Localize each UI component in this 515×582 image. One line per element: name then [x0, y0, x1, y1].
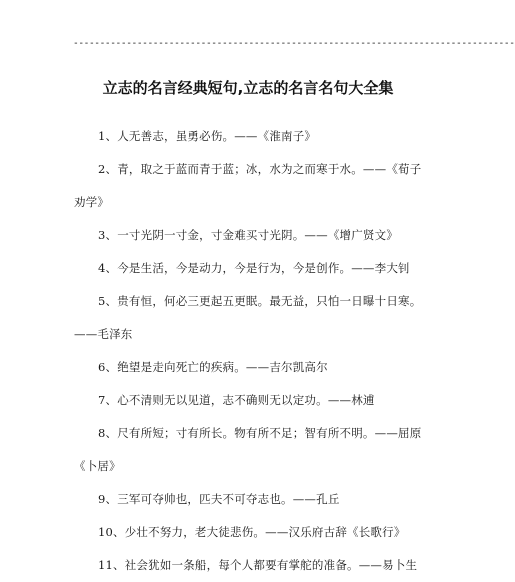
quote-paragraph: 8、尺有所短；寸有所长。物有所不足；智有所不明。——屈原《卜居》 — [74, 426, 422, 473]
quote-paragraph: 7、心不清则无以见道，志不确则无以定功。——林逋 — [98, 393, 375, 407]
quote-list — [74, 120, 426, 582]
document-title: 立志的名言经典短句,立志的名言名句大全集 — [102, 79, 394, 97]
quote-paragraph: 9、三军可夺帅也，匹夫不可夺志也。——孔丘 — [98, 492, 340, 506]
quote-paragraph: 1、人无善志，虽勇必伤。——《淮南子》 — [98, 129, 317, 143]
quote-paragraph: 3、一寸光阴一寸金，寸金难买寸光阴。——《增广贤文》 — [98, 228, 399, 242]
quote-paragraph: 10、少壮不努力，老大徒悲伤。——汉乐府古辞《长歌行》 — [98, 525, 406, 539]
quote-paragraph: 5、贵有恒，何必三更起五更眠。最无益，只怕一日曝十日寒。——毛泽东 — [74, 294, 422, 341]
quote-paragraph: 4、今是生活，今是动力，今是行为，今是创作。——李大钊 — [98, 261, 410, 275]
quote-paragraph: 6、绝望是走向死亡的疾病。——吉尔凯高尔 — [98, 360, 328, 374]
quote-paragraph: 11、社会犹如一条船，每个人都要有掌舵的准备。——易卜生 — [98, 558, 418, 572]
quote-paragraph: 2、青，取之于蓝而青于蓝；冰，水为之而寒于水。——《荀子劝学》 — [74, 162, 422, 209]
divider-line: ----------------------------------------------------------------------------------- — [73, 38, 515, 49]
